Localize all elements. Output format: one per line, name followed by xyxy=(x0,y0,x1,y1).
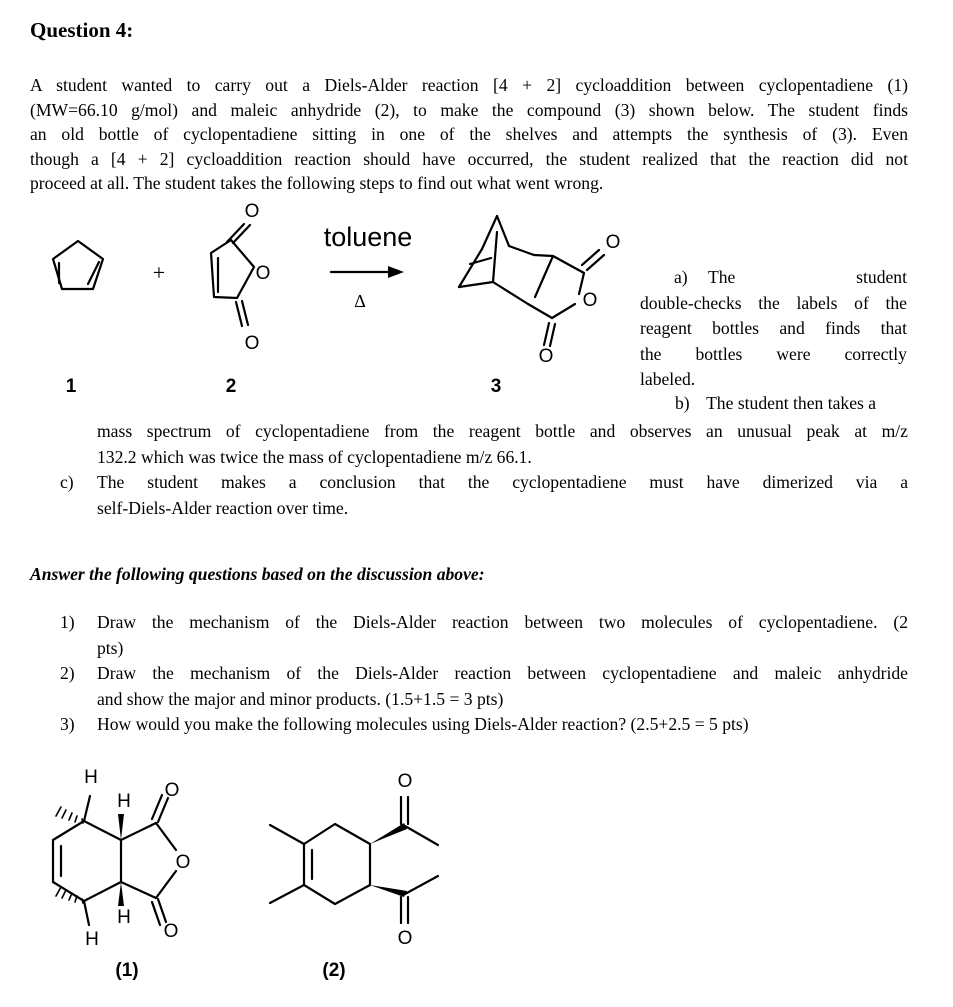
intro-line: proceed at all. The student takes the following steps to find out what went wrong. xyxy=(30,173,604,193)
hydrogen-label: H xyxy=(85,929,99,950)
target-2-structure xyxy=(270,797,438,923)
reagent-label: toluene xyxy=(323,222,413,252)
oxygen-label: O xyxy=(538,346,554,367)
step-a-marker: a) xyxy=(674,267,688,287)
intro-line: A student wanted to carry out a Diels-Alder reaction [4 + 2] cycloaddition between cyclopentadiene (1) xyxy=(30,75,908,95)
oxygen-label: O xyxy=(163,921,179,942)
oxygen-label: O xyxy=(397,928,413,949)
step-b-line: 132.2 which was twice the mass of cyclopentadiene m/z 66.1. xyxy=(97,446,532,467)
question-line: How would you make the following molecules using Diels-Alder reaction? (2.5+2.5 = 5 pts) xyxy=(97,714,749,734)
step-a-line: reagent bottles and finds that xyxy=(640,318,907,338)
oxygen-label: O xyxy=(255,263,271,284)
question-line: Draw the mechanism of the Diels-Alder reaction between two molecules of cyclopentadiene. (2 xyxy=(97,612,908,632)
question-line: Draw the mechanism of the Diels-Alder reaction between cyclopentadiene and maleic anhydride xyxy=(97,663,908,683)
step-c-line: self-Diels-Alder reaction over time. xyxy=(97,497,349,518)
oxygen-label: O xyxy=(164,780,180,801)
intro-line: (MW=66.10 g/mol) and maleic anhydride (2), to make the compound (3) shown below. The student finds xyxy=(30,99,908,120)
target-label: (2) xyxy=(322,960,346,981)
oxygen-label: O xyxy=(397,771,413,792)
step-a-line: labeled. xyxy=(640,369,696,389)
oxygen-label: O xyxy=(244,201,260,222)
condition-label: Δ xyxy=(354,291,366,311)
target-1-structure xyxy=(53,795,176,925)
step-b-marker: b) xyxy=(675,393,690,413)
hydrogen-label: H xyxy=(117,907,131,928)
question-marker: 1) xyxy=(60,612,75,632)
question-marker: 2) xyxy=(60,663,75,683)
hydrogen-label: H xyxy=(117,791,131,812)
step-c-line: The student makes a conclusion that the cyclopentadiene must have dimerized via a xyxy=(97,472,908,492)
step-b-first: The student then takes a xyxy=(706,393,877,413)
oxygen-label: O xyxy=(175,852,191,873)
intro-line: though a [4 + 2] cycloaddition reaction should have occurred, the student realized that the reaction did not xyxy=(30,148,908,169)
step-a-first-word: The xyxy=(708,267,736,287)
step-a-word: correctly xyxy=(844,343,907,364)
oxygen-label: O xyxy=(605,232,621,253)
step-a-first-end: student xyxy=(856,267,907,287)
step-a-word: were xyxy=(776,343,811,364)
intro-line: an old bottle of cyclopentadiene sitting in one of the shelves and attempts the synthesis of (3). Even xyxy=(30,124,908,144)
step-a-word: the xyxy=(640,343,662,364)
step-c-marker: c) xyxy=(60,472,74,492)
question-marker: 3) xyxy=(60,714,75,734)
answer-heading: Answer the following questions based on the discussion above: xyxy=(30,564,485,584)
question-title: Question 4: xyxy=(30,18,134,42)
question-line: pts) xyxy=(97,637,124,658)
question-line: and show the major and minor products. (1.5+1.5 = 3 pts) xyxy=(97,688,504,709)
compound-label: 1 xyxy=(65,376,77,397)
compound-label: 3 xyxy=(490,376,502,397)
step-b-line: mass spectrum of cyclopentadiene from the reagent bottle and observes an unusual peak at m/z xyxy=(97,421,908,441)
compound-label: 2 xyxy=(225,376,237,397)
target-label: (1) xyxy=(115,960,139,981)
hydrogen-label: H xyxy=(84,767,98,788)
step-a-word: bottles xyxy=(695,343,743,364)
step-a-line: double-checks the labels of the xyxy=(640,292,907,313)
plus-sign: + xyxy=(152,260,166,285)
oxygen-label: O xyxy=(244,333,260,354)
oxygen-label: O xyxy=(582,290,598,311)
target-text xyxy=(84,767,412,981)
